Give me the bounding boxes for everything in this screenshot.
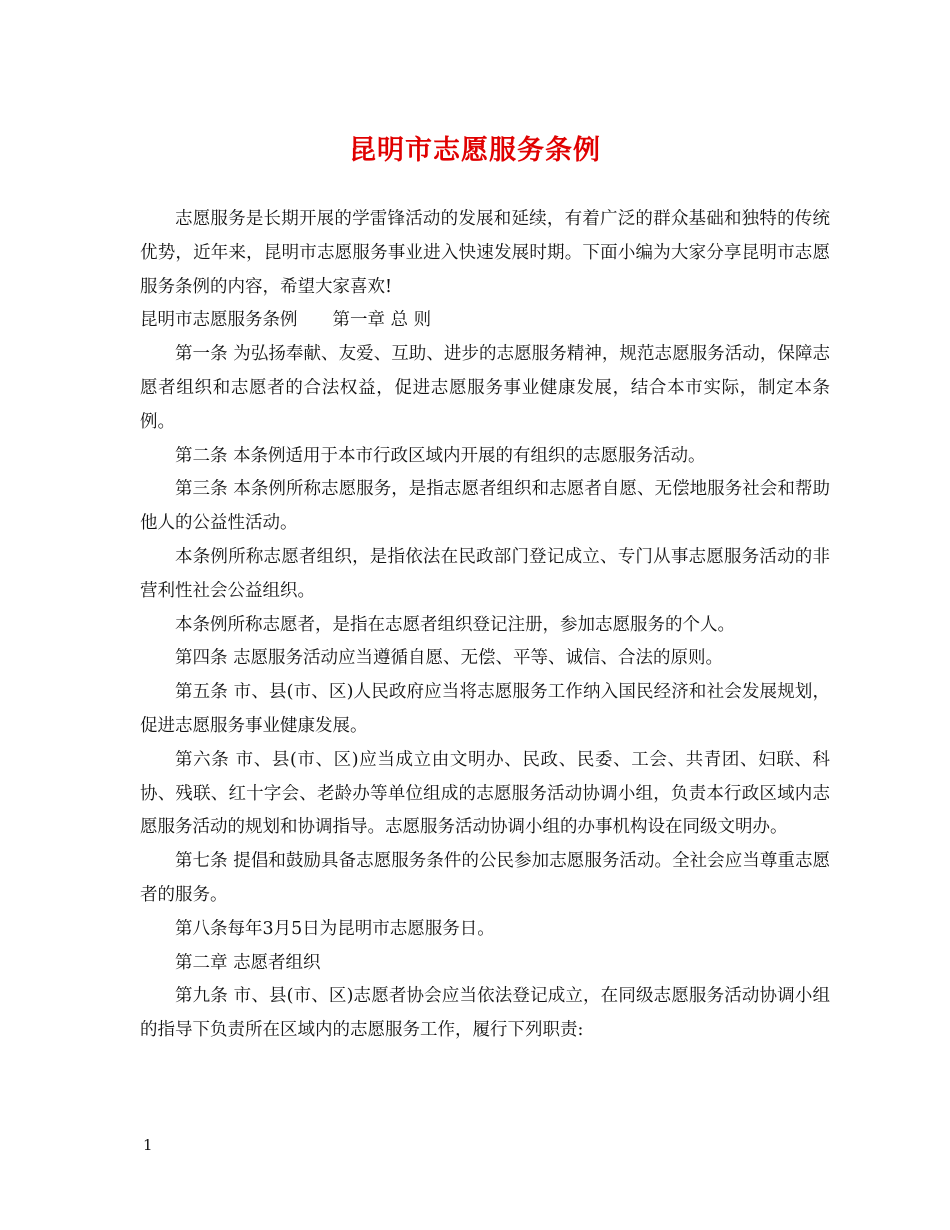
- article-3-paragraph: 第三条 本条例所称志愿服务，是指志愿者组织和志愿者自愿、无偿地服务社会和帮助他人的公益性活动。: [140, 479, 830, 534]
- chapter-one-heading: 昆明市志愿服务条例 第一章 总 则: [140, 310, 432, 331]
- chapter-two-heading: 第二章 志愿者组织: [175, 952, 321, 973]
- article-9-paragraph: 第九条 市、县(市、区)志愿者协会应当依法登记成立，在同级志愿服务活动协调小组的指导下负责所在区域内的志愿服务工作，履行下列职责:: [140, 986, 830, 1041]
- document-title: 昆明市志愿服务条例: [349, 135, 601, 166]
- article-4-paragraph: 第四条 志愿服务活动应当遵循自愿、无偿、平等、诚信、合法的原则。: [175, 648, 724, 669]
- volunteer-definition-paragraph: 本条例所称志愿者，是指在志愿者组织登记注册，参加志愿服务的个人。: [175, 614, 735, 635]
- article-7-paragraph: 第七条 提倡和鼓励具备志愿服务条件的公民参加志愿服务活动。全社会应当尊重志愿者的服务。: [140, 851, 830, 905]
- article-2-paragraph: 第二条 本条例适用于本市行政区域内开展的有组织的志愿服务活动。: [175, 445, 706, 466]
- page-number: 1: [143, 1136, 153, 1154]
- article-8-paragraph: 第八条每年3月5日为昆明市志愿服务日。: [175, 918, 495, 939]
- article-5-paragraph: 第五条 市、县(市、区)人民政府应当将志愿服务工作纳入国民经济和社会发展规划，促进志愿服务事业健康发展。: [140, 682, 830, 736]
- document-body: [140, 203, 830, 1048]
- intro-paragraph: 志愿服务是长期开展的学雷锋活动的发展和延续，有着广泛的群众基础和独特的传统优势，近年来，昆明市志愿服务事业进入快速发展时期。下面小编为大家分享昆明市志愿服务条例的内容，希望大家喜欢!: [140, 209, 830, 297]
- volunteer-organization-definition-paragraph: 本条例所称志愿者组织，是指依法在民政部门登记成立、专门从事志愿服务活动的非营利性社会公益组织。: [140, 546, 830, 601]
- article-6-paragraph: 第六条 市、县(市、区)应当成立由文明办、民政、民委、工会、共青团、妇联、科协、残联、红十字会、老龄办等单位组成的志愿服务活动协调小组，负责本行政区域内志愿服务活动的规划和协调指导。志愿服务活动协调小组的办事机构设在同级文明办。: [140, 749, 830, 838]
- article-1-paragraph: 第一条 为弘扬奉献、友爱、互助、进步的志愿服务精神，规范志愿服务活动，保障志愿者组织和志愿者的合法权益，促进志愿服务事业健康发展，结合本市实际，制定本条例。: [140, 344, 830, 432]
